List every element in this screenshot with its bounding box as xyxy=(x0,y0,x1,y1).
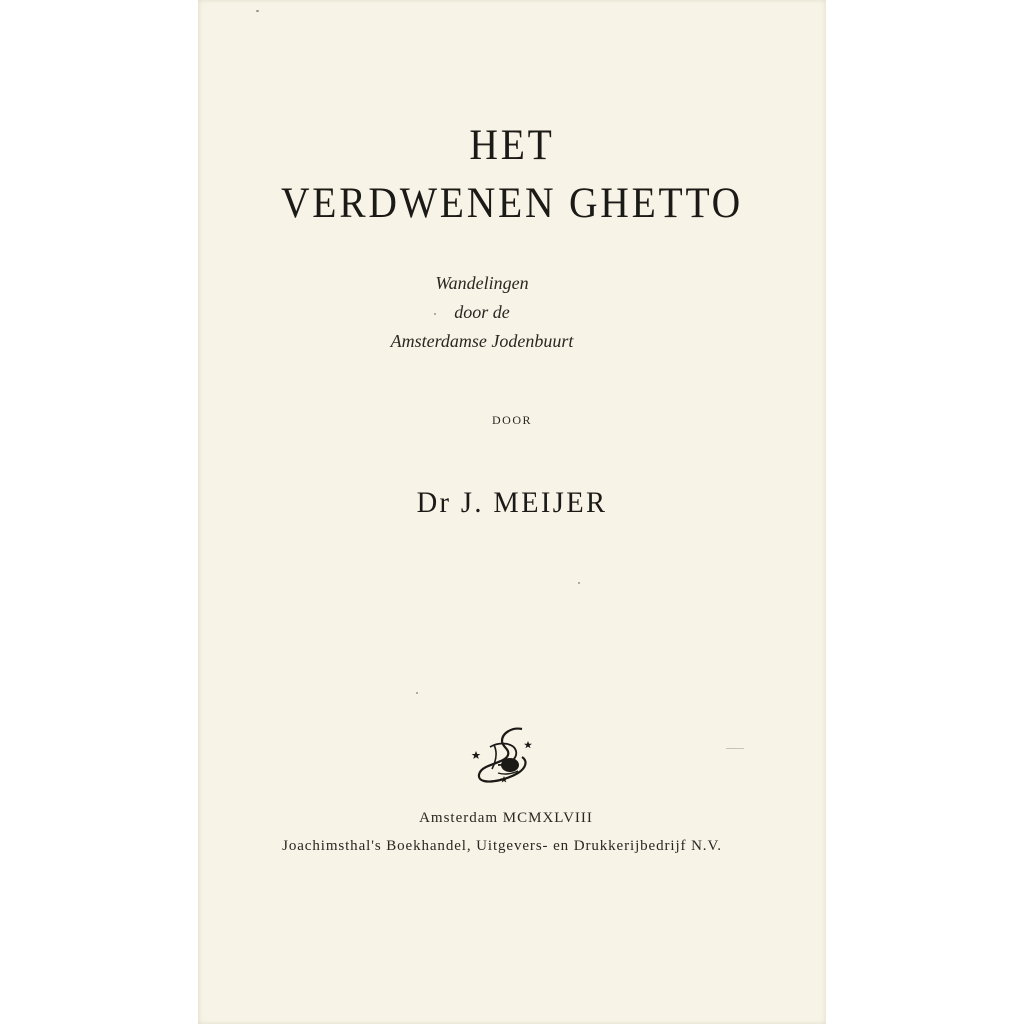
title-page xyxy=(198,0,826,1024)
subtitle-line-3: Amsterdamse Jodenbuurt xyxy=(390,331,574,351)
imprint-publisher: Joachimsthal's Boekhandel, Uitgevers- en Drukkerijbedrijf N.V. xyxy=(282,838,722,854)
book-title-line-1: HET xyxy=(469,122,555,169)
by-label: DOOR xyxy=(491,413,532,427)
book-title-line-2: VERDWENEN GHETTO xyxy=(280,180,744,227)
publisher-monogram-logo xyxy=(468,725,538,787)
subtitle-line-2: door de xyxy=(454,302,510,322)
paper-speck xyxy=(726,748,744,749)
author-name: Dr J. MEIJER xyxy=(416,486,608,519)
paper-speck xyxy=(434,313,436,315)
paper-speck xyxy=(416,692,418,694)
imprint-place-year: Amsterdam MCMXLVIII xyxy=(419,810,593,826)
paper-speck xyxy=(578,582,580,584)
subtitle-line-1: Wandelingen xyxy=(435,273,529,293)
paper-speck xyxy=(256,10,259,12)
